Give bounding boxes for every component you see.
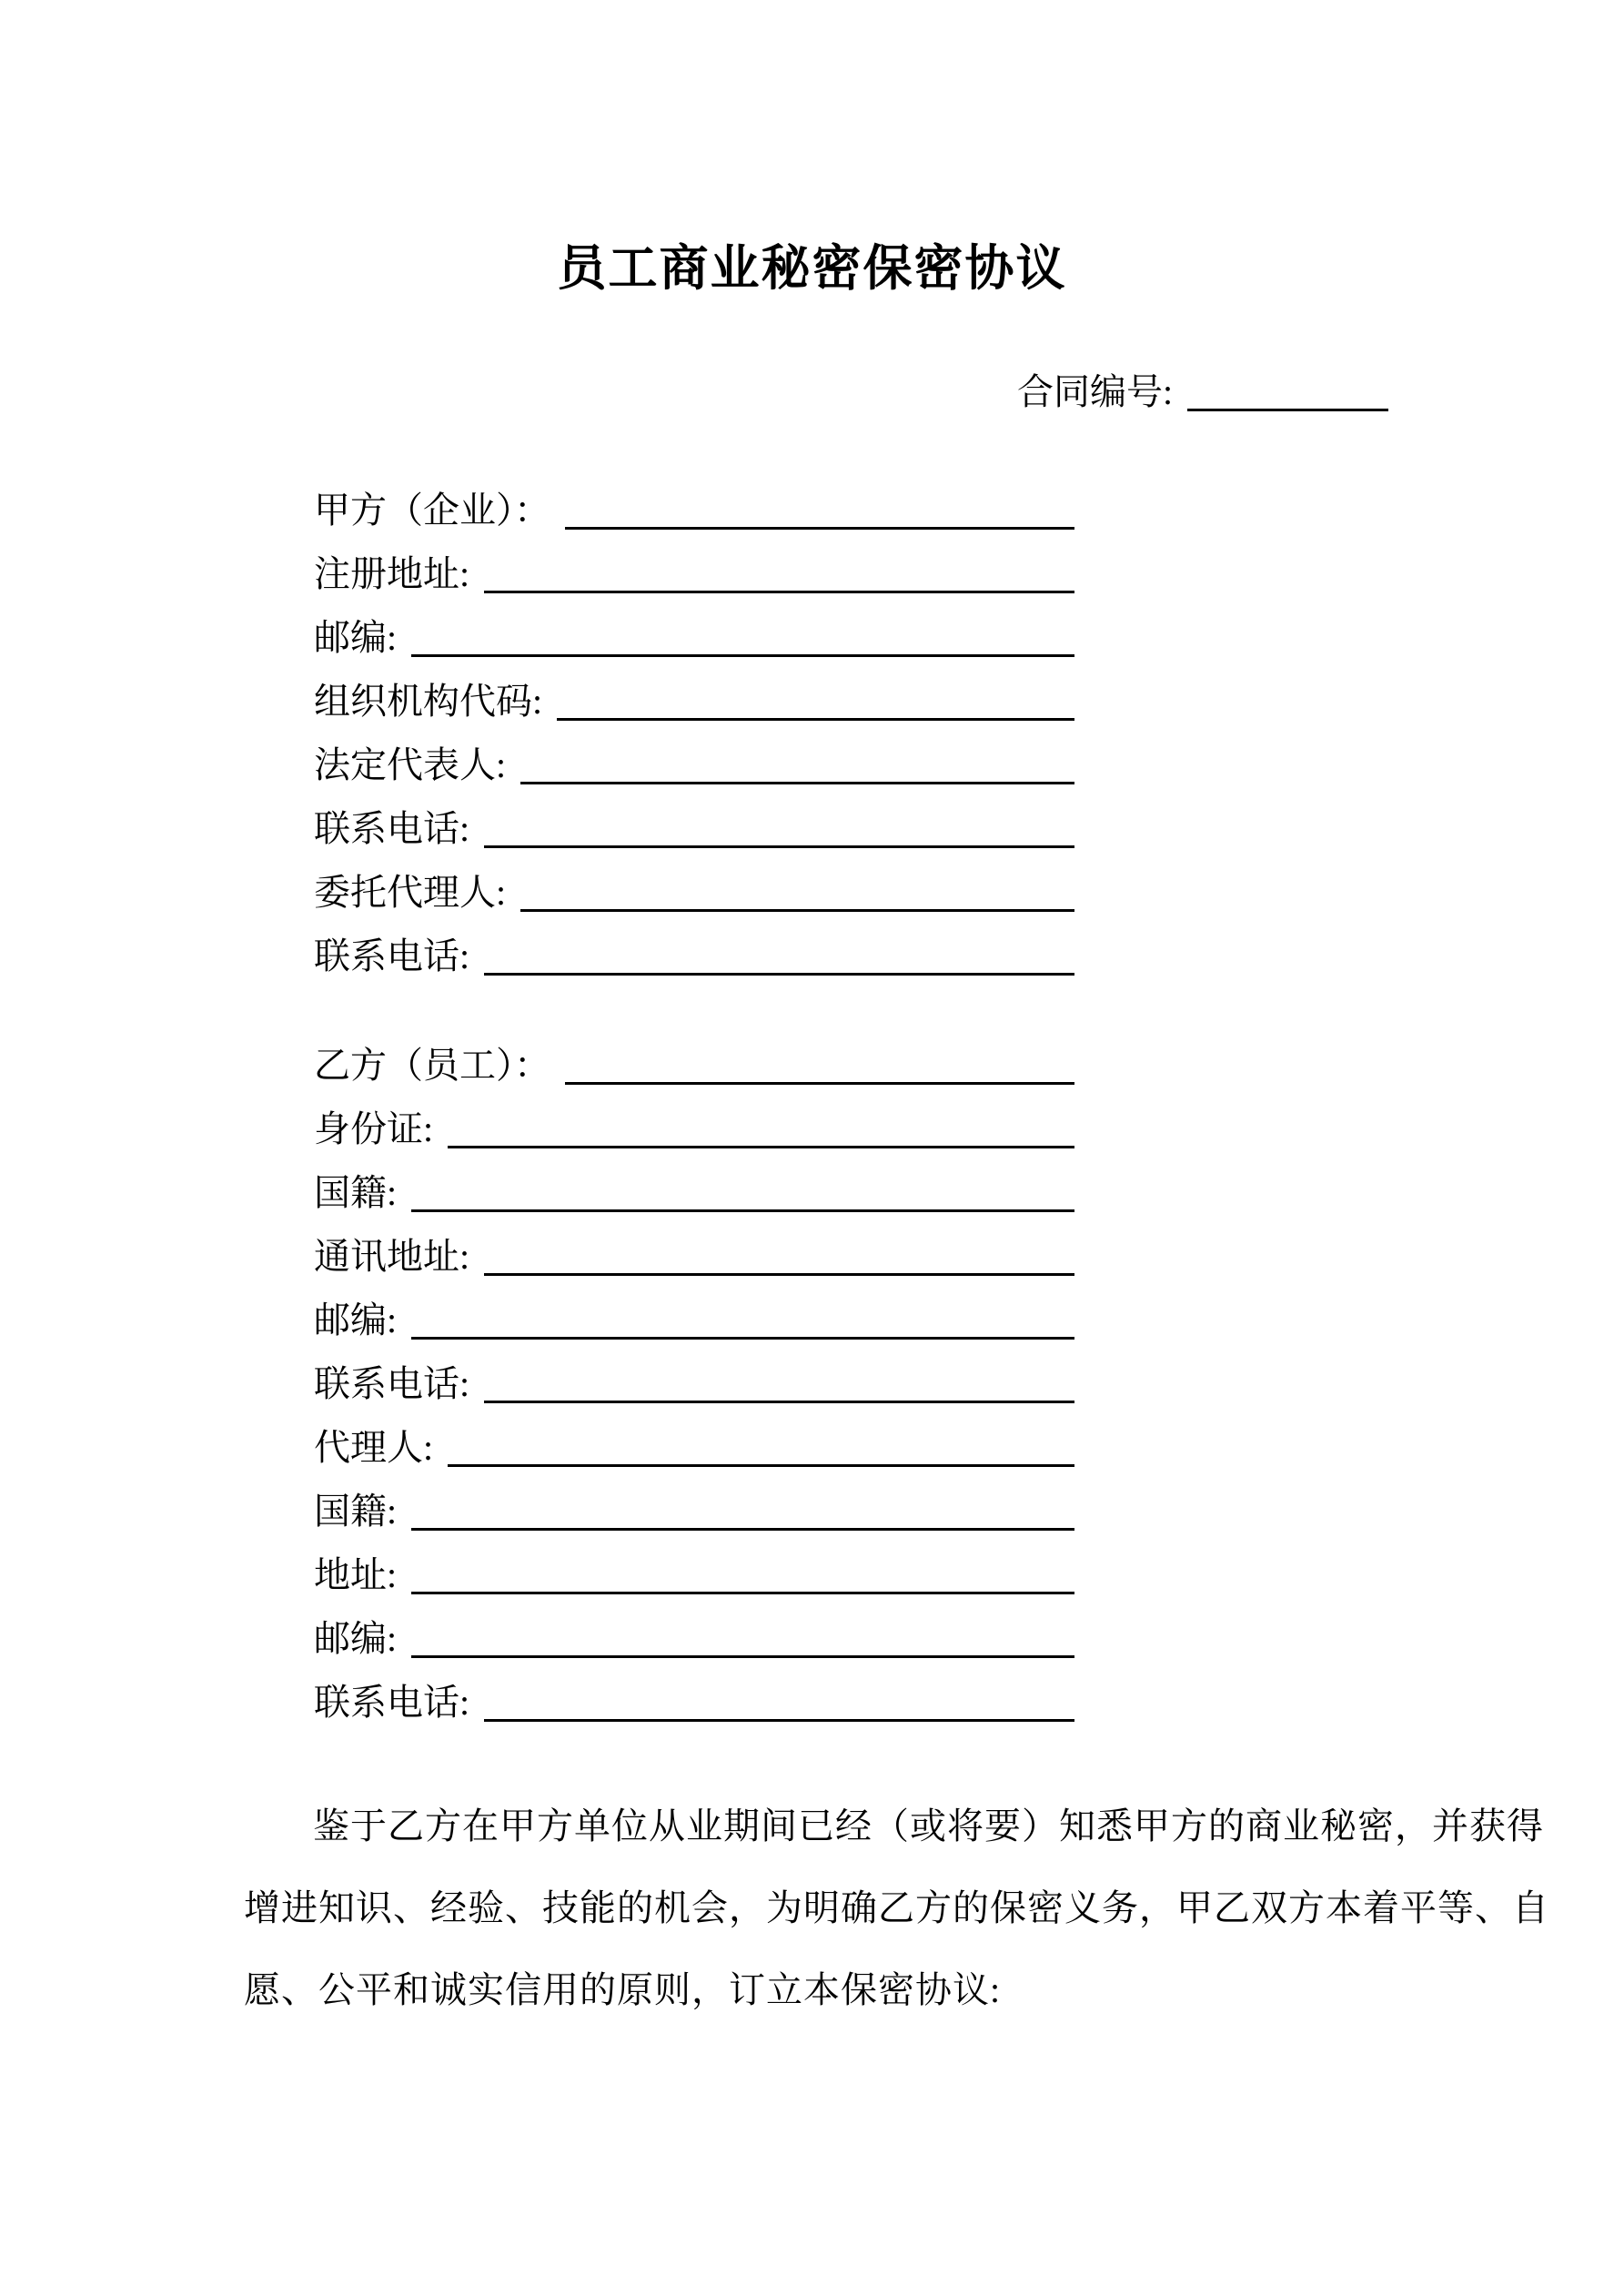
field-label: 甲方（企业）： <box>314 490 550 531</box>
field-label: 联系电话: <box>314 1682 470 1723</box>
contract-number-row <box>1017 349 1388 413</box>
party-b-agent-input[interactable] <box>448 1459 1074 1467</box>
form-field-row <box>314 786 1074 850</box>
field-label: 代理人: <box>314 1427 434 1468</box>
party-b-name-input[interactable] <box>565 1077 1074 1085</box>
form-field-row <box>314 850 1074 914</box>
field-label: 乙方（员工）： <box>314 1045 550 1086</box>
party-b-id-card-input[interactable] <box>448 1140 1074 1148</box>
party-a-authorized-agent-input[interactable] <box>520 904 1074 912</box>
field-label: 邮编: <box>314 617 398 658</box>
field-label: 邮编: <box>314 1300 398 1340</box>
form-field-row <box>314 595 1074 659</box>
party-b-nationality-input[interactable] <box>411 1204 1074 1212</box>
field-label: 联系电话: <box>314 936 470 976</box>
contract-number-input[interactable] <box>1187 403 1388 411</box>
form-field-row <box>314 723 1074 786</box>
party-a-registered-address-input[interactable] <box>484 585 1074 593</box>
party-b-agent-address-input[interactable] <box>411 1586 1074 1594</box>
party-a-postal-code-input[interactable] <box>411 649 1074 657</box>
form-field-row <box>314 1469 1074 1532</box>
party-a-company-input[interactable] <box>565 521 1074 530</box>
party-b-mailing-address-input[interactable] <box>484 1268 1074 1276</box>
field-label: 联系电话: <box>314 808 470 849</box>
field-label: 地址: <box>314 1554 398 1595</box>
party-a-phone-input[interactable] <box>484 840 1074 848</box>
party-b-agent-nationality-input[interactable] <box>411 1522 1074 1531</box>
page-title: 员工商业秘密保密协议 <box>557 241 1067 296</box>
preamble-line: 鉴于乙方在甲方单位从业期间已经（或将要）知悉甲方的商业秘密，并获得 <box>313 1805 1544 1846</box>
field-label: 通讯地址: <box>314 1236 470 1277</box>
form-field-row <box>314 1087 1074 1150</box>
form-field-row <box>314 1532 1074 1596</box>
field-label: 组织机构代码: <box>314 681 543 722</box>
party-b-postal-code-input[interactable] <box>411 1331 1074 1340</box>
form-field-row <box>314 659 1074 723</box>
preamble-line: 增进知识、经验、技能的机会，为明确乙方的保密义务，甲乙双方本着平等、自 <box>244 1887 1549 1928</box>
party-b-agent-postal-code-input[interactable] <box>411 1650 1074 1658</box>
party-b-agent-phone-input[interactable] <box>484 1714 1074 1722</box>
party-b-phone-input[interactable] <box>484 1395 1074 1403</box>
form-field-row <box>314 1405 1074 1469</box>
party-a-legal-representative-input[interactable] <box>520 776 1074 784</box>
party-a-section <box>314 468 1074 1724</box>
field-label: 国籍: <box>314 1172 398 1213</box>
field-label: 注册地址: <box>314 553 470 594</box>
party-a-org-code-input[interactable] <box>557 713 1074 721</box>
field-label: 联系电话: <box>314 1363 470 1404</box>
form-field-row <box>314 914 1074 977</box>
party-a-agent-phone-input[interactable] <box>484 967 1074 976</box>
section-divider-gap <box>314 977 1074 1023</box>
field-label: 国籍: <box>314 1491 398 1532</box>
form-field-row <box>314 1596 1074 1660</box>
field-label: 身份证: <box>314 1108 434 1149</box>
form-field-row <box>314 1150 1074 1214</box>
form-field-row <box>314 1023 1074 1087</box>
form-field-row <box>314 1660 1074 1724</box>
form-field-row <box>314 1214 1074 1278</box>
contract-number-label: 合同编号: <box>1017 371 1174 412</box>
form-field-row <box>314 531 1074 595</box>
preamble-line: 愿、公平和诚实信用的原则，订立本保密协议: <box>244 1969 1002 2010</box>
form-field-row <box>314 1341 1074 1405</box>
form-field-row <box>314 1278 1074 1341</box>
field-label: 邮编: <box>314 1618 398 1659</box>
field-label: 法定代表人: <box>314 744 507 785</box>
field-label: 委托代理人: <box>314 872 507 913</box>
form-field-row <box>314 468 1074 531</box>
preamble-paragraph <box>244 1785 1549 2031</box>
